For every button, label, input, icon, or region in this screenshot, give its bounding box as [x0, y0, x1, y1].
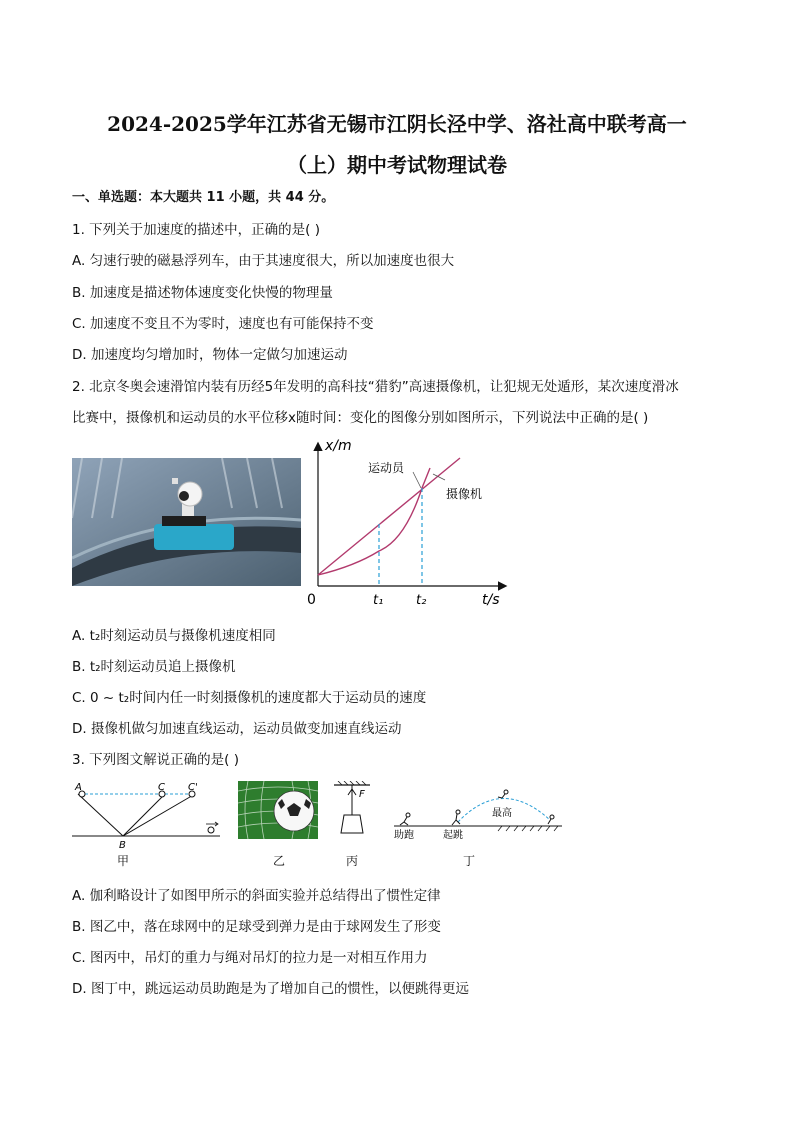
fig-bing-caption: 丙 — [346, 854, 359, 868]
force-f-label: F — [359, 789, 365, 800]
y-axis-label: x/m — [325, 438, 352, 454]
lamp-icon — [341, 815, 363, 833]
t2-label: t₂ — [416, 593, 427, 608]
run-label: 助跑 — [394, 830, 414, 840]
q3-fig-yi — [238, 781, 318, 839]
top-label: 最高 — [492, 808, 512, 819]
q3-fig-bing — [332, 781, 376, 843]
q2-stem-line1: 2. 北京冬奥会速滑馆内装有历经5年发明的高科技“猎豹”高速摄像机，让犯规无处遁形，某次速度滑冰 — [72, 379, 679, 395]
document-title-line1: 2024-2025学年江苏省无锡市江阴长泾中学、洛社高中联考高一 — [107, 112, 687, 136]
athlete-label: 运动员 — [368, 461, 405, 475]
q1-option-b: B. 加速度是描述物体速度变化快慢的物理量 — [72, 285, 333, 301]
document-title-line2: （上）期中考试物理试卷 — [287, 153, 507, 177]
q2-option-b: B. t₂时刻运动员追上摄像机 — [72, 659, 236, 675]
q3-option-b: B. 图乙中，落在球网中的足球受到弹力是由于球网发生了形变 — [72, 919, 441, 935]
x-axis-label: t/s — [482, 592, 500, 608]
q2-xt-graph — [305, 436, 515, 611]
camera-label: 摄像机 — [446, 487, 483, 501]
jumper-icon — [452, 810, 460, 825]
q3-option-c: C. 图丙中，吊灯的重力与绳对吊灯的拉力是一对相互作用力 — [72, 950, 428, 966]
athlete-curve — [318, 468, 430, 575]
q1-option-c: C. 加速度不变且不为零时，速度也有可能保持不变 — [72, 316, 374, 332]
fig-jia-caption: 甲 — [117, 854, 130, 868]
point-c2-label: C' — [188, 782, 198, 793]
q3-fig-jia — [70, 780, 230, 852]
q2-stem-line2: 比赛中，摄像机和运动员的水平位移x随时间：变化的图像分别如图所示，下列说法中正确的是( ) — [72, 410, 649, 426]
q1-option-d: D. 加速度均匀增加时，物体一定做匀加速运动 — [72, 347, 348, 363]
q1-stem: 1. 下列关于加速度的描述中，正确的是( ) — [72, 222, 320, 238]
origin-label: 0 — [307, 592, 316, 608]
point-a-label: A — [75, 782, 82, 793]
fig-ding-caption: 丁 — [463, 854, 476, 868]
q1-option-a: A. 匀速行驶的磁悬浮列车，由于其速度很大，所以加速度也很大 — [72, 253, 455, 269]
q3-stem: 3. 下列图文解说正确的是( ) — [72, 752, 239, 768]
q3-option-a: A. 伽利略设计了如图甲所示的斜面实验并总结得出了惯性定律 — [72, 888, 441, 904]
t1-label: t₁ — [373, 593, 384, 608]
q2-camera-photo — [72, 458, 301, 586]
runner-icon — [400, 813, 410, 825]
q2-option-d: D. 摄像机做匀加速直线运动，运动员做变加速直线运动 — [72, 721, 402, 737]
q3-option-d: D. 图丁中，跳远运动员助跑是为了增加自己的惯性，以便跳得更远 — [72, 981, 469, 997]
q3-fig-ding — [392, 784, 564, 840]
point-c-label: C — [158, 782, 165, 793]
section-header: 一、单选题：本大题共 11 小题，共 44 分。 — [72, 190, 335, 205]
jump-label: 起跳 — [443, 830, 463, 840]
point-b-label: B — [119, 840, 126, 851]
q2-option-c: C. 0 ~ t₂时间内任一时刻摄像机的速度都大于运动员的速度 — [72, 690, 427, 706]
camera-line — [318, 458, 460, 575]
fig-yi-caption: 乙 — [273, 854, 286, 868]
q2-option-a: A. t₂时刻运动员与摄像机速度相同 — [72, 628, 276, 644]
